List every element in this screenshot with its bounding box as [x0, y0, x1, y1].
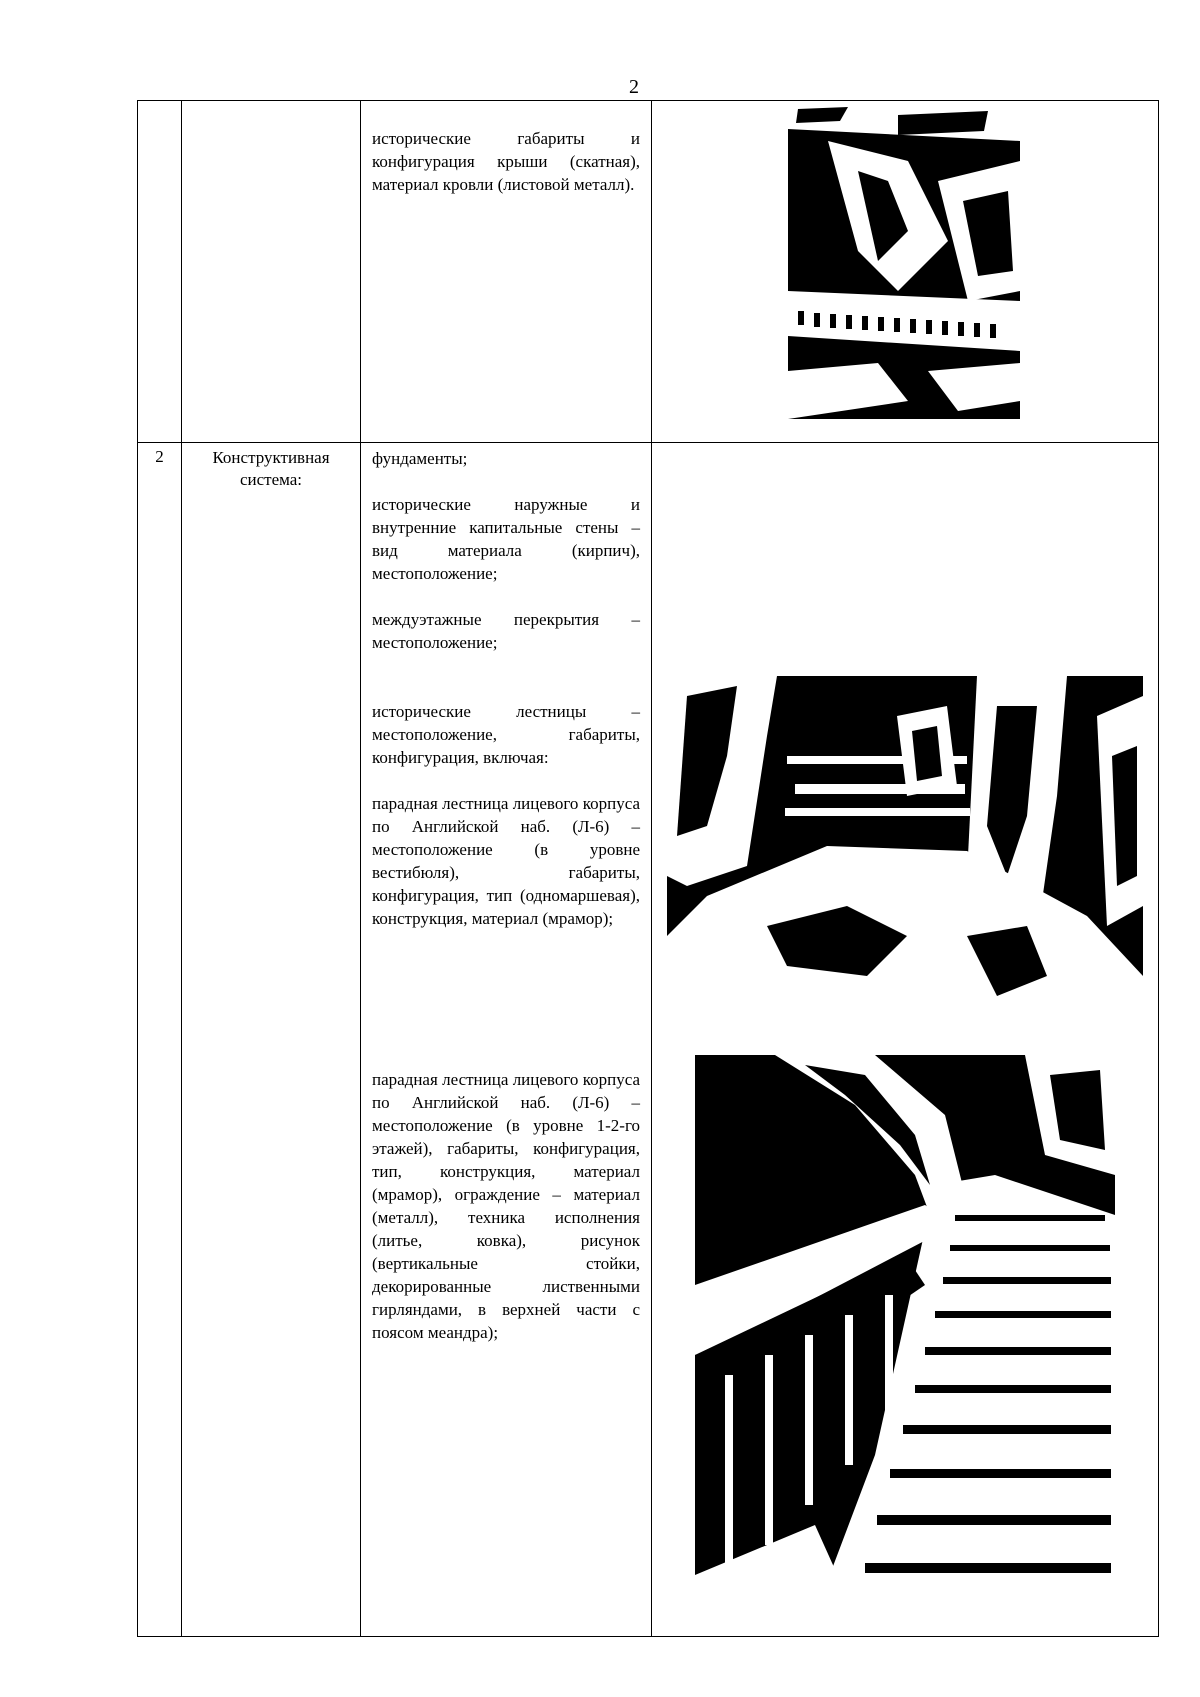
row-number: 2 — [138, 443, 182, 1637]
description-paragraph: исторические наружные и внутренние капитальные стены – вид материала (кирпич), местоположение; — [372, 495, 640, 583]
description-paragraph: междуэтажные перекрытия – местоположение; — [372, 610, 640, 652]
main-stair-photo — [695, 1055, 1115, 1614]
row-feature-name: Конструктивная система: — [182, 443, 361, 1637]
photo-cell — [652, 101, 1159, 443]
vestibule-stair-photo — [667, 676, 1143, 1032]
heritage-features-table — [137, 100, 1159, 1637]
row-number — [138, 101, 182, 443]
table-row — [138, 443, 1159, 1637]
roof-photo — [788, 101, 1020, 419]
row-feature-name — [182, 101, 361, 443]
row-description — [361, 443, 652, 1637]
photo-cell — [652, 443, 1159, 1637]
page-number: 2 — [629, 76, 639, 98]
description-paragraph: исторические лестницы – местоположение, габариты, конфигурация, включая: — [372, 702, 640, 767]
description-paragraph: парадная лестница лицевого корпуса по Английской наб. (Л-6) – местоположение (в уровне вестибюля), габариты, конфигурация, тип (одномаршевая), конструкция, материал (мрамор); — [372, 794, 640, 928]
description-paragraph: парадная лестница лицевого корпуса по Английской наб. (Л-6) – местоположение (в уровне 1-2-го этажей), габариты, конфигурация, тип, конструкция, материал (мрамор), ограждение – материал (металл), техника исполнения (литье, ковка), рисунок (вертикальные стойки, декорированные лиственными гирляндами, в верхней части с поясом меандра); — [372, 1070, 640, 1342]
description-paragraph: фундаменты; — [372, 449, 468, 468]
table-row — [138, 101, 1159, 443]
description-paragraph: исторические габариты и конфигурация крыши (скатная), материал кровли (листовой металл). — [372, 129, 640, 194]
row-description — [361, 101, 652, 443]
